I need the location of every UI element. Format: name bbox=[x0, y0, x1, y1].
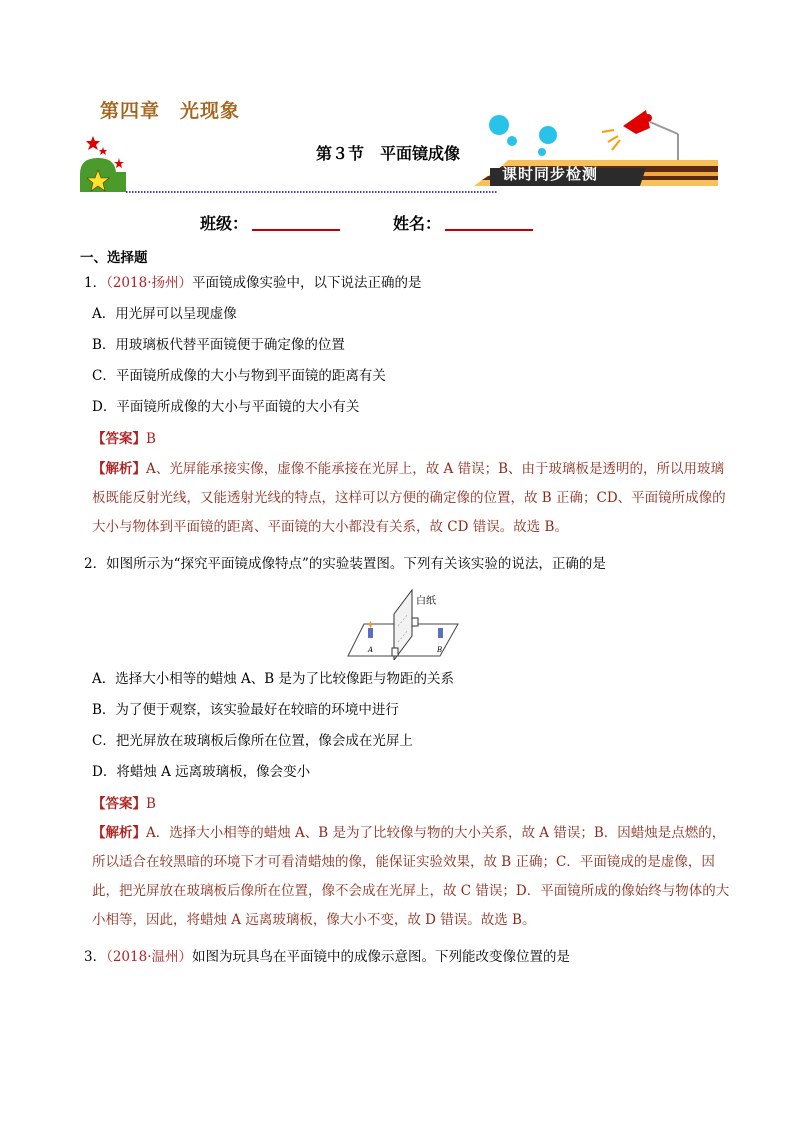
banner-subtitle: 课时同步检测 bbox=[502, 165, 599, 183]
name-field bbox=[393, 211, 533, 234]
question-stem: 如图为玩具鸟在平面镜中的成像示意图。下列能改变像位置的是 bbox=[192, 949, 570, 965]
name-label: 姓名： bbox=[393, 214, 442, 233]
option-a: A．选择大小相等的蜡烛 A、B 是为了比较像距与物距的关系 bbox=[92, 671, 455, 687]
question-source: （2018·扬州） bbox=[106, 275, 192, 291]
class-label: 班级： bbox=[200, 214, 249, 233]
question-number: 1． bbox=[84, 275, 107, 291]
option-c: C．把光屏放在玻璃板后像所在位置，像会成在光屏上 bbox=[92, 733, 413, 749]
analysis bbox=[92, 455, 732, 542]
candle-a-icon bbox=[368, 628, 373, 638]
question-1 bbox=[84, 273, 422, 293]
answer-label: 【答案】 bbox=[92, 431, 146, 447]
option-b: B．用玻璃板代替平面镜便于确定像的位置 bbox=[92, 337, 345, 353]
section-title: 第３节 平面镜成像 bbox=[316, 144, 461, 163]
label-b: B bbox=[437, 646, 443, 654]
analysis-text: A、光屏能承接实像，虚像不能承接在光屏上，故 A 错误；B、由于玻璃板是透明的，所以用玻璃板既能反射光线，又能透射光线的特点，这样可以方便的确定像的位置，故 B 正确；CD、平面镜所成像的大小与物体到平面镜的距离、平面镜的大小都没有关系，故 CD 错误。故选 B。 bbox=[92, 461, 726, 535]
question-stem: 如图所示为“探究平面镜成像特点”的实验装置图。下列有关该实验的说法，正确的是 bbox=[106, 556, 606, 572]
option-d: D．将蜡烛 A 远离玻璃板，像会变小 bbox=[92, 764, 311, 780]
name-blank[interactable] bbox=[445, 229, 533, 231]
section-heading: 一、选择题 bbox=[80, 250, 148, 266]
question-source: （2018·温州） bbox=[106, 949, 192, 965]
question-number: 3． bbox=[84, 949, 107, 965]
option-a: A．用光屏可以呈现虚像 bbox=[92, 306, 237, 322]
option-c: C．平面镜所成像的大小与物到平面镜的距离有关 bbox=[92, 368, 386, 384]
class-field bbox=[200, 211, 340, 234]
bubbles-icon bbox=[489, 115, 557, 156]
question-2 bbox=[84, 554, 606, 574]
analysis-label: 【解析】 bbox=[92, 825, 146, 841]
star-badge-icon bbox=[80, 136, 126, 192]
flame-icon bbox=[369, 621, 372, 628]
answer bbox=[92, 429, 156, 449]
label-a: A bbox=[368, 646, 374, 654]
answer bbox=[92, 794, 156, 814]
option-b: B．为了便于观察，该实验最好在较暗的环境中进行 bbox=[92, 702, 399, 718]
question-number: 2． bbox=[84, 556, 107, 572]
question-3 bbox=[84, 947, 570, 967]
answer-value: B bbox=[146, 796, 156, 812]
class-blank[interactable] bbox=[252, 229, 340, 231]
analysis-label: 【解析】 bbox=[92, 461, 146, 477]
analysis-text: A．选择大小相等的蜡烛 A、B 是为了比较像与物的大小关系，故 A 错误；B．因蜡烛是点燃的，所以适合在较黑暗的环境下才可看清蜡烛的像，能保证实验效果，故 B 正确；C．平面镜成的是虚像，因此，把光屏放在玻璃板后像所在位置，像不会成在光屏上，故 C 错误；D．平面镜所成的像始终与物体的大小相等，因此，将蜡烛 A 远离玻璃板，像大小不变，故 D 错误。故选 B。 bbox=[92, 825, 730, 928]
chapter-title: 第四章 光现象 bbox=[100, 100, 241, 122]
paper-label: 白纸 bbox=[416, 596, 436, 607]
analysis bbox=[92, 819, 732, 935]
experiment-figure bbox=[346, 584, 466, 660]
question-stem: 平面镜成像实验中，以下说法正确的是 bbox=[192, 275, 422, 291]
candle-b-icon bbox=[438, 628, 443, 638]
answer-label: 【答案】 bbox=[92, 796, 146, 812]
desk-lamp-icon bbox=[602, 110, 678, 166]
answer-value: B bbox=[146, 431, 156, 447]
option-d: D．平面镜所成像的大小与平面镜的大小有关 bbox=[92, 399, 360, 415]
